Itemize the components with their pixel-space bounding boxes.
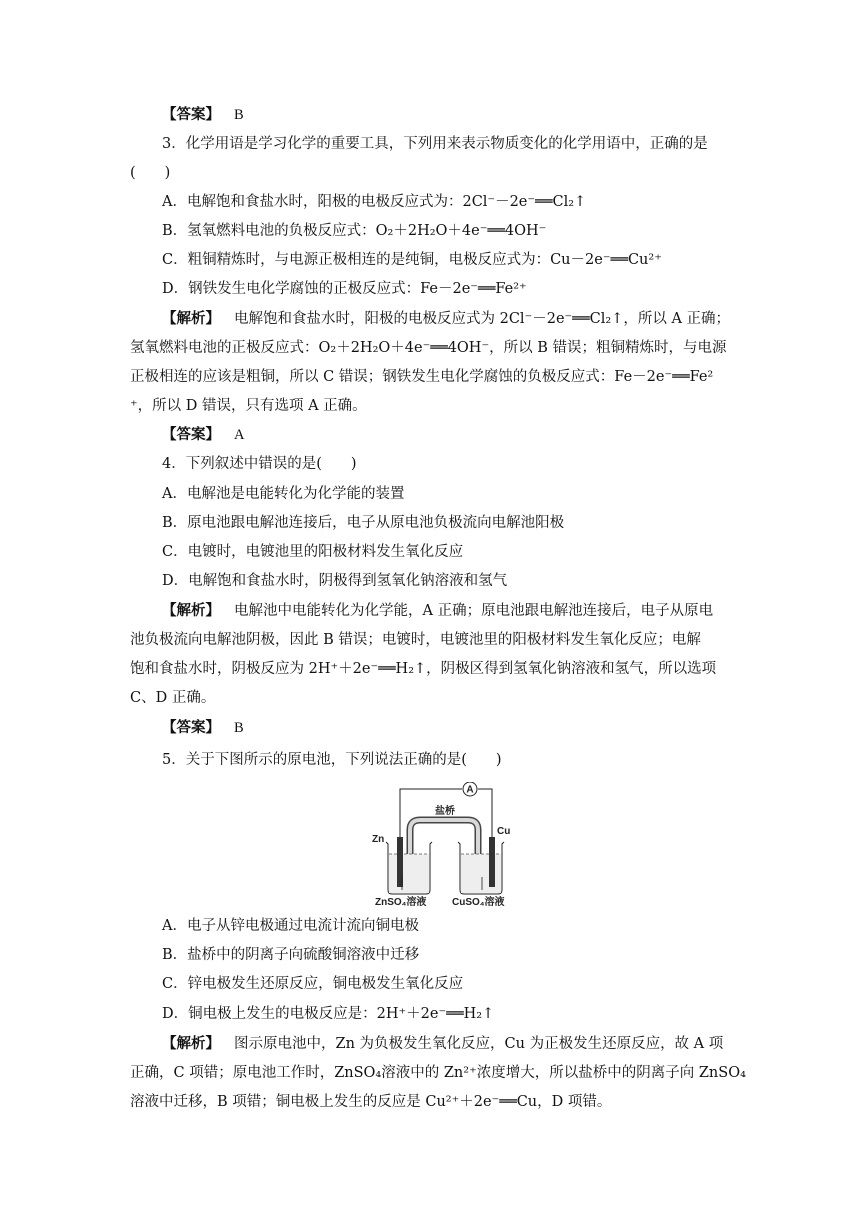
answer-value: B xyxy=(234,720,244,736)
q5-analysis-line1 xyxy=(162,1034,723,1054)
copper-electrode xyxy=(489,837,495,887)
q4-analysis-line2: 池负极流向电解池阴极，因此 B 错误；电镀时，电镀池里的阳极材料发生氧化反应；电解 xyxy=(130,632,701,648)
q3-analysis-line4: ⁺，所以 D 错误，只有选项 A 正确。 xyxy=(130,398,367,414)
q3-analysis-line3: 正极相连的应该是粗铜，所以 C 错误；钢铁发生电化学腐蚀的负极反应式：Fe－2e⁻══Fe² xyxy=(130,369,714,385)
q4-option-b: B．原电池跟电解池连接后，电子从原电池负极流向电解池阳极 xyxy=(162,515,565,531)
right-electrode-label: Cu xyxy=(497,826,511,837)
q3-stem-line1: 3．化学用语是学习化学的重要工具，下列用来表示物质变化的化学用语中，正确的是 xyxy=(162,136,708,152)
analysis-tag: 【解析】 xyxy=(162,310,220,327)
q3-option-b: B．氢氧燃料电池的负极反应式：O₂＋2H₂O＋4e⁻══4OH⁻ xyxy=(162,223,547,239)
answer-tag: 【答案】 xyxy=(162,719,220,736)
q3-answer xyxy=(162,425,244,445)
left-electrode-label: Zn xyxy=(372,834,385,845)
analysis-text: 电解池中电能转化为化学能，A 正确；原电池跟电解池连接后，电子从原电 xyxy=(234,603,714,619)
answer-tag: 【答案】 xyxy=(162,426,220,443)
analysis-tag: 【解析】 xyxy=(162,1035,220,1052)
left-solution xyxy=(389,854,429,893)
q4-option-c: C．电镀时，电镀池里的阳极材料发生氧化反应 xyxy=(162,544,464,560)
q4-analysis-line4: C、D 正确。 xyxy=(130,690,216,706)
answer-value: A xyxy=(234,427,245,443)
answer-tag: 【答案】 xyxy=(162,106,220,123)
q3-option-c: C．粗铜精炼时，与电源正极相连的是纯铜，电极反应式为：Cu－2e⁻══Cu²⁺ xyxy=(162,252,662,268)
right-solution-label: CuSO₄溶液 xyxy=(452,897,505,907)
q3-option-a: A．电解饱和食盐水时，阳极的电极反应式为：2Cl⁻－2e⁻══Cl₂↑ xyxy=(162,194,587,210)
q3-analysis-line1 xyxy=(162,309,730,329)
q5-stem: 5．关于下图所示的原电池，下列说法正确的是( ) xyxy=(162,752,502,768)
answer-value: B xyxy=(234,107,244,123)
q3-stem-line2: ( ) xyxy=(130,165,171,181)
q3-analysis-line2: 氢氧燃料电池的正极反应式：O₂＋2H₂O＋4e⁻══4OH⁻，所以 B 错误；粗铜精炼时，与电源 xyxy=(130,340,727,356)
analysis-text: 电解饱和食盐水时，阳极的电极反应式为 2Cl⁻－2e⁻══Cl₂↑，所以 A 正确； xyxy=(234,311,731,327)
analysis-text: 图示原电池中，Zn 为负极发生氧化反应，Cu 为正极发生还原反应，故 A 项 xyxy=(234,1036,724,1052)
galvanic-cell-diagram xyxy=(370,782,520,907)
q2-answer xyxy=(162,105,244,125)
q4-option-d: D．电解饱和食盐水时，阴极得到氢氧化钠溶液和氢气 xyxy=(162,573,508,589)
salt-bridge-label: 盐桥 xyxy=(435,806,455,817)
q4-analysis-line1 xyxy=(162,601,713,621)
q5-analysis-line3: 溶液中迁移，B 项错；铜电极上发生的反应是 Cu²⁺＋2e⁻══Cu，D 项错。 xyxy=(130,1094,612,1110)
analysis-tag: 【解析】 xyxy=(162,602,220,619)
left-solution-label: ZnSO₄溶液 xyxy=(375,897,427,907)
q3-option-d: D．钢铁发生电化学腐蚀的正极反应式：Fe－2e⁻══Fe²⁺ xyxy=(162,281,527,297)
ammeter-label: A xyxy=(466,784,474,796)
q4-answer xyxy=(162,718,244,738)
q5-option-a: A．电子从锌电极通过电流计流向铜电极 xyxy=(162,918,419,934)
q4-option-a: A．电解池是电能转化为化学能的装置 xyxy=(162,486,405,502)
q5-analysis-line2: 正确，C 项错；原电池工作时，ZnSO₄溶液中的 Zn²⁺浓度增大，所以盐桥中的阴离子向 ZnSO₄ xyxy=(130,1065,746,1081)
q5-option-d: D．铜电极上发生的电极反应是：2H⁺＋2e⁻══H₂↑ xyxy=(162,1006,495,1022)
q5-option-c: C．锌电极发生还原反应，铜电极发生氧化反应 xyxy=(162,976,464,992)
q4-stem: 4．下列叙述中错误的是( ) xyxy=(162,456,357,472)
q5-option-b: B．盐桥中的阴离子向硫酸铜溶液中迁移 xyxy=(162,947,420,963)
q4-analysis-line3: 饱和食盐水时，阴极反应为 2H⁺＋2e⁻══H₂↑，阴极区得到氢氧化钠溶液和氢气，所以选项 xyxy=(130,661,717,677)
